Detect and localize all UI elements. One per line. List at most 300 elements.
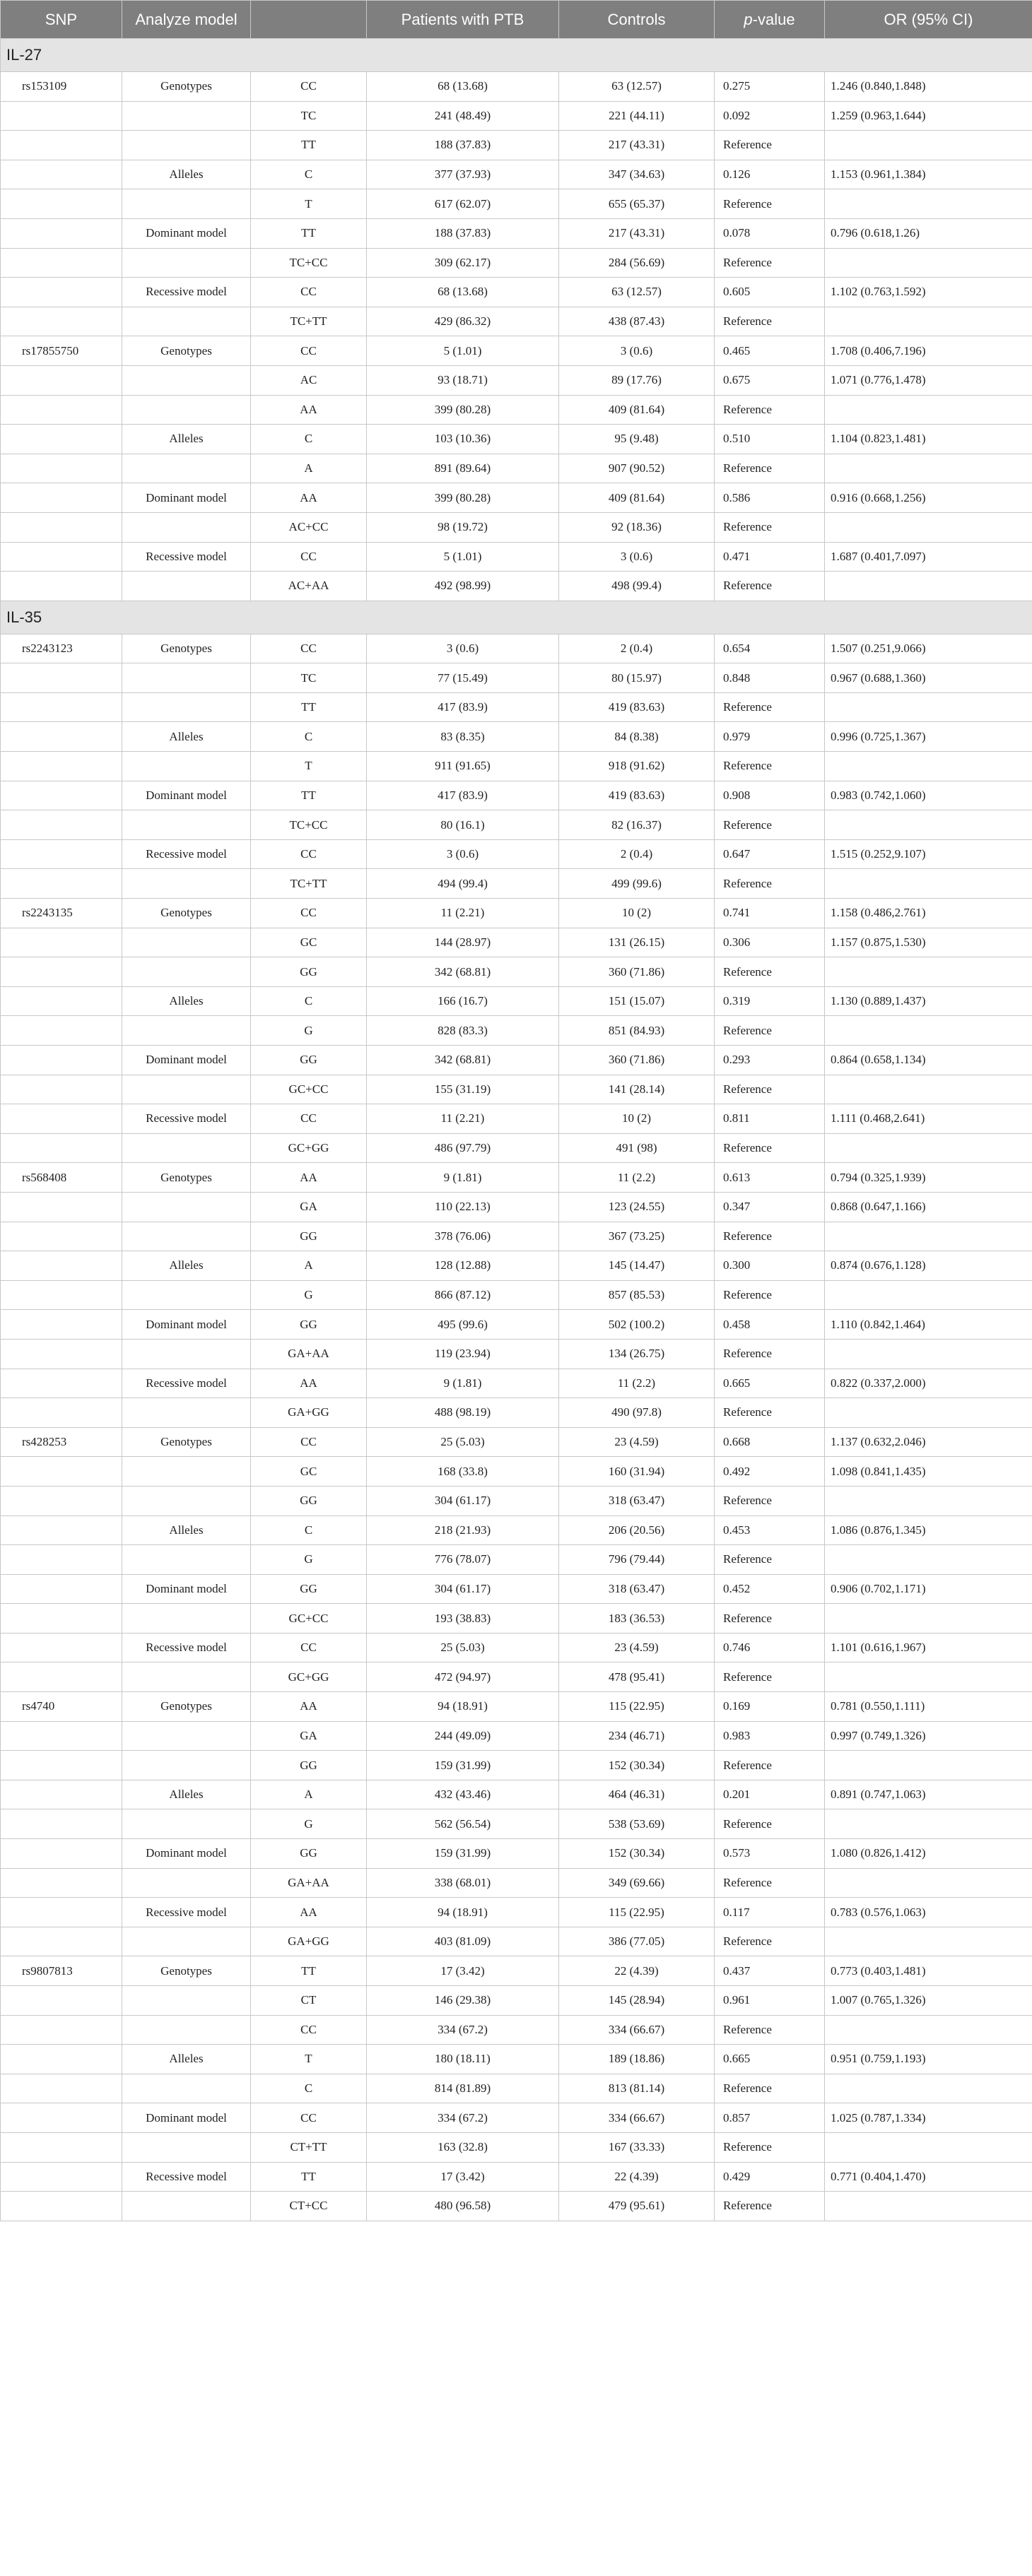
controls-cell: 92 (18.36)	[559, 512, 715, 542]
p-value-cell: 0.613	[715, 1163, 825, 1193]
model-cell: Recessive model	[122, 2162, 251, 2192]
or-cell	[825, 1280, 1032, 1310]
model-cell	[122, 957, 251, 987]
patients-cell: 17 (3.42)	[367, 1956, 559, 1986]
genotype-cell: GC+CC	[251, 1075, 367, 1104]
controls-cell: 95 (9.48)	[559, 425, 715, 454]
patients-cell: 119 (23.94)	[367, 1339, 559, 1369]
snp-cell	[1, 2103, 122, 2133]
model-cell	[122, 1339, 251, 1369]
or-cell: 0.783 (0.576,1.063)	[825, 1898, 1032, 1927]
p-value-cell: 0.300	[715, 1251, 825, 1281]
genotype-cell: GA+AA	[251, 1339, 367, 1369]
genotype-cell: C	[251, 2074, 367, 2103]
table-row	[1, 2074, 1032, 2103]
table-row	[1, 365, 1032, 395]
controls-cell: 145 (28.94)	[559, 1986, 715, 2016]
p-value-cell: Reference	[715, 1398, 825, 1428]
model-cell	[122, 869, 251, 899]
table-row	[1, 957, 1032, 987]
table-row	[1, 1633, 1032, 1662]
table-row	[1, 1516, 1032, 1545]
or-cell	[825, 1222, 1032, 1251]
patients-cell: 166 (16.7)	[367, 986, 559, 1016]
genotype-cell: TC+CC	[251, 248, 367, 278]
or-cell: 0.996 (0.725,1.367)	[825, 722, 1032, 752]
snp-cell	[1, 512, 122, 542]
patients-cell: 128 (12.88)	[367, 1251, 559, 1281]
or-cell: 0.796 (0.618,1.26)	[825, 218, 1032, 248]
snp-cell	[1, 160, 122, 189]
controls-cell: 498 (99.4)	[559, 572, 715, 601]
table-row	[1, 1369, 1032, 1398]
or-cell: 0.951 (0.759,1.193)	[825, 2045, 1032, 2074]
genotype-cell: CC	[251, 1633, 367, 1662]
controls-cell: 23 (4.59)	[559, 1633, 715, 1662]
patients-cell: 399 (80.28)	[367, 395, 559, 425]
patients-cell: 68 (13.68)	[367, 278, 559, 307]
or-cell	[825, 752, 1032, 781]
snp-cell	[1, 189, 122, 219]
snp-cell	[1, 101, 122, 131]
or-cell: 1.102 (0.763,1.592)	[825, 278, 1032, 307]
controls-cell: 160 (31.94)	[559, 1457, 715, 1487]
model-cell: Genotypes	[122, 1692, 251, 1722]
genotype-cell: CC	[251, 72, 367, 102]
p-value-cell: Reference	[715, 1809, 825, 1839]
table-row	[1, 1809, 1032, 1839]
table-row	[1, 72, 1032, 102]
genotype-cell: TC	[251, 101, 367, 131]
snp-cell	[1, 1986, 122, 2016]
snp-cell	[1, 1339, 122, 1369]
controls-cell: 10 (2)	[559, 1104, 715, 1134]
controls-cell: 11 (2.2)	[559, 1369, 715, 1398]
p-value-cell: Reference	[715, 1280, 825, 1310]
or-cell	[825, 1075, 1032, 1104]
patients-cell: 495 (99.6)	[367, 1310, 559, 1340]
patients-cell: 342 (68.81)	[367, 957, 559, 987]
p-value-cell: Reference	[715, 810, 825, 840]
or-cell: 1.259 (0.963,1.644)	[825, 101, 1032, 131]
model-cell: Alleles	[122, 2045, 251, 2074]
p-value-cell: Reference	[715, 2015, 825, 2045]
model-cell	[122, 572, 251, 601]
snp-cell	[1, 1133, 122, 1163]
snp-cell	[1, 395, 122, 425]
snp-cell	[1, 248, 122, 278]
snp-cell	[1, 1809, 122, 1839]
model-cell	[122, 752, 251, 781]
snp-cell	[1, 425, 122, 454]
table-row	[1, 307, 1032, 336]
model-cell: Genotypes	[122, 336, 251, 366]
controls-cell: 131 (26.15)	[559, 928, 715, 957]
or-cell	[825, 810, 1032, 840]
snp-cell	[1, 810, 122, 840]
genotype-cell: TT	[251, 692, 367, 722]
or-cell	[825, 1809, 1032, 1839]
genotype-cell: TT	[251, 218, 367, 248]
snp-cell: rs2243135	[1, 899, 122, 928]
genotype-cell: GG	[251, 1574, 367, 1604]
p-value-cell: Reference	[715, 1662, 825, 1692]
controls-cell: 464 (46.31)	[559, 1780, 715, 1809]
patients-cell: 180 (18.11)	[367, 2045, 559, 2074]
or-cell	[825, 2192, 1032, 2221]
patients-cell: 617 (62.07)	[367, 189, 559, 219]
p-value-cell: 0.665	[715, 1369, 825, 1398]
controls-cell: 491 (98)	[559, 1133, 715, 1163]
or-cell: 1.110 (0.842,1.464)	[825, 1310, 1032, 1340]
table-row	[1, 1280, 1032, 1310]
or-cell: 1.708 (0.406,7.196)	[825, 336, 1032, 366]
genotype-cell: CC	[251, 2103, 367, 2133]
table-row	[1, 512, 1032, 542]
genotype-cell: GC+CC	[251, 1604, 367, 1633]
snp-cell	[1, 692, 122, 722]
snp-cell: rs2243123	[1, 634, 122, 663]
table-row	[1, 425, 1032, 454]
genotype-cell: T	[251, 752, 367, 781]
model-cell	[122, 1751, 251, 1780]
genotype-cell: GC+GG	[251, 1133, 367, 1163]
patients-cell: 9 (1.81)	[367, 1163, 559, 1193]
controls-cell: 151 (15.07)	[559, 986, 715, 1016]
header-p-rest: -value	[752, 10, 795, 28]
patients-cell: 309 (62.17)	[367, 248, 559, 278]
model-cell: Alleles	[122, 1780, 251, 1809]
genotype-cell: CC	[251, 542, 367, 572]
genotype-cell: AA	[251, 395, 367, 425]
genotype-cell: G	[251, 1809, 367, 1839]
table-row	[1, 1956, 1032, 1986]
snp-cell	[1, 1868, 122, 1898]
table-row	[1, 928, 1032, 957]
or-cell	[825, 2015, 1032, 2045]
or-cell	[825, 512, 1032, 542]
or-cell: 1.515 (0.252,9.107)	[825, 839, 1032, 869]
snp-cell	[1, 542, 122, 572]
or-cell	[825, 1868, 1032, 1898]
genotype-cell: TC+TT	[251, 869, 367, 899]
controls-cell: 419 (83.63)	[559, 781, 715, 810]
or-cell	[825, 395, 1032, 425]
or-cell	[825, 1133, 1032, 1163]
model-cell: Genotypes	[122, 1956, 251, 1986]
p-value-cell: 0.741	[715, 899, 825, 928]
genotype-cell: AA	[251, 1898, 367, 1927]
controls-cell: 318 (63.47)	[559, 1574, 715, 1604]
table-row	[1, 2192, 1032, 2221]
controls-cell: 89 (17.76)	[559, 365, 715, 395]
genotype-cell: C	[251, 722, 367, 752]
patients-cell: 562 (56.54)	[367, 1809, 559, 1839]
controls-cell: 502 (100.2)	[559, 1310, 715, 1340]
or-cell: 1.098 (0.841,1.435)	[825, 1457, 1032, 1487]
table-row	[1, 1016, 1032, 1046]
table-row	[1, 1839, 1032, 1869]
or-cell	[825, 572, 1032, 601]
model-cell	[122, 663, 251, 693]
patients-cell: 480 (96.58)	[367, 2192, 559, 2221]
table-row	[1, 1427, 1032, 1457]
header-controls: Controls	[559, 1, 715, 39]
patients-cell: 144 (28.97)	[367, 928, 559, 957]
genotype-cell: CC	[251, 278, 367, 307]
genotype-cell: GC	[251, 928, 367, 957]
p-value-cell: Reference	[715, 1016, 825, 1046]
table-row	[1, 839, 1032, 869]
model-cell	[122, 1133, 251, 1163]
table-row	[1, 1927, 1032, 1956]
snp-cell	[1, 928, 122, 957]
controls-cell: 10 (2)	[559, 899, 715, 928]
controls-cell: 478 (95.41)	[559, 1662, 715, 1692]
p-value-cell: Reference	[715, 248, 825, 278]
p-value-cell: 0.586	[715, 483, 825, 513]
or-cell	[825, 307, 1032, 336]
p-value-cell: Reference	[715, 307, 825, 336]
p-value-cell: Reference	[715, 1339, 825, 1369]
controls-cell: 490 (97.8)	[559, 1398, 715, 1428]
snp-cell	[1, 1780, 122, 1809]
or-cell	[825, 1751, 1032, 1780]
header-p-value	[715, 1, 825, 39]
p-value-cell: 0.201	[715, 1780, 825, 1809]
model-cell	[122, 1016, 251, 1046]
or-cell	[825, 869, 1032, 899]
table-row	[1, 1075, 1032, 1104]
genotype-cell: A	[251, 1780, 367, 1809]
model-cell	[122, 395, 251, 425]
model-cell	[122, 1398, 251, 1428]
controls-cell: 63 (12.57)	[559, 278, 715, 307]
p-value-cell: 0.078	[715, 218, 825, 248]
patients-cell: 417 (83.9)	[367, 781, 559, 810]
snp-cell	[1, 839, 122, 869]
table-row	[1, 781, 1032, 810]
patients-cell: 891 (89.64)	[367, 454, 559, 483]
controls-cell: 419 (83.63)	[559, 692, 715, 722]
table-row	[1, 899, 1032, 928]
snp-cell	[1, 2162, 122, 2192]
table-row	[1, 810, 1032, 840]
snp-cell	[1, 2074, 122, 2103]
controls-cell: 206 (20.56)	[559, 1516, 715, 1545]
model-cell	[122, 2132, 251, 2162]
model-cell	[122, 512, 251, 542]
snp-cell: rs153109	[1, 72, 122, 102]
controls-cell: 796 (79.44)	[559, 1545, 715, 1575]
table-row	[1, 1222, 1032, 1251]
snp-cell	[1, 572, 122, 601]
table-row	[1, 1868, 1032, 1898]
or-cell: 1.111 (0.468,2.641)	[825, 1104, 1032, 1134]
or-cell: 1.130 (0.889,1.437)	[825, 986, 1032, 1016]
p-value-cell: Reference	[715, 395, 825, 425]
controls-cell: 284 (56.69)	[559, 248, 715, 278]
patients-cell: 146 (29.38)	[367, 1986, 559, 2016]
p-value-cell: 0.668	[715, 1427, 825, 1457]
genotype-cell: TC+TT	[251, 307, 367, 336]
or-cell: 1.246 (0.840,1.848)	[825, 72, 1032, 102]
snp-cell	[1, 2045, 122, 2074]
genotype-cell: AA	[251, 483, 367, 513]
controls-cell: 318 (63.47)	[559, 1486, 715, 1516]
p-value-cell: 0.319	[715, 986, 825, 1016]
p-value-cell: 0.979	[715, 722, 825, 752]
patients-cell: 304 (61.17)	[367, 1486, 559, 1516]
p-value-cell: 0.347	[715, 1192, 825, 1222]
table-row	[1, 160, 1032, 189]
p-value-cell: Reference	[715, 131, 825, 160]
model-cell	[122, 2074, 251, 2103]
model-cell: Alleles	[122, 986, 251, 1016]
table-row	[1, 634, 1032, 663]
p-value-cell: Reference	[715, 2074, 825, 2103]
patients-cell: 188 (37.83)	[367, 131, 559, 160]
snp-cell	[1, 483, 122, 513]
patients-cell: 193 (38.83)	[367, 1604, 559, 1633]
table-row	[1, 395, 1032, 425]
patients-cell: 776 (78.07)	[367, 1545, 559, 1575]
table-row	[1, 1545, 1032, 1575]
table-row	[1, 2015, 1032, 2045]
controls-cell: 63 (12.57)	[559, 72, 715, 102]
patients-cell: 911 (91.65)	[367, 752, 559, 781]
table-row	[1, 663, 1032, 693]
controls-cell: 409 (81.64)	[559, 395, 715, 425]
model-cell	[122, 1457, 251, 1487]
p-value-cell: 0.908	[715, 781, 825, 810]
patients-cell: 417 (83.9)	[367, 692, 559, 722]
p-value-cell: Reference	[715, 189, 825, 219]
p-value-cell: 0.983	[715, 1721, 825, 1751]
controls-cell: 347 (34.63)	[559, 160, 715, 189]
snp-cell	[1, 663, 122, 693]
snp-cell: rs428253	[1, 1427, 122, 1457]
genotype-cell: TC	[251, 663, 367, 693]
table-row	[1, 722, 1032, 752]
model-cell: Recessive model	[122, 1633, 251, 1662]
controls-cell: 123 (24.55)	[559, 1192, 715, 1222]
model-cell	[122, 810, 251, 840]
snp-cell	[1, 1516, 122, 1545]
snp-cell	[1, 1898, 122, 1927]
snp-cell	[1, 1280, 122, 1310]
p-value-cell: Reference	[715, 1222, 825, 1251]
snp-cell	[1, 1369, 122, 1398]
p-value-cell: Reference	[715, 1604, 825, 1633]
model-cell: Alleles	[122, 1251, 251, 1281]
controls-cell: 918 (91.62)	[559, 752, 715, 781]
genotype-cell: AA	[251, 1369, 367, 1398]
table-row	[1, 2045, 1032, 2074]
model-cell	[122, 365, 251, 395]
controls-cell: 189 (18.86)	[559, 2045, 715, 2074]
controls-cell: 907 (90.52)	[559, 454, 715, 483]
patients-cell: 334 (67.2)	[367, 2015, 559, 2045]
section-title: IL-27	[1, 39, 1032, 72]
table-row	[1, 336, 1032, 366]
controls-cell: 234 (46.71)	[559, 1721, 715, 1751]
genotype-cell: GG	[251, 1751, 367, 1780]
table-row	[1, 218, 1032, 248]
table-row	[1, 869, 1032, 899]
genotype-cell: CC	[251, 1427, 367, 1457]
or-cell	[825, 2132, 1032, 2162]
controls-cell: 145 (14.47)	[559, 1251, 715, 1281]
p-value-cell: 0.458	[715, 1310, 825, 1340]
patients-cell: 377 (37.93)	[367, 160, 559, 189]
or-cell: 0.773 (0.403,1.481)	[825, 1956, 1032, 1986]
genotype-cell: GG	[251, 1486, 367, 1516]
controls-cell: 152 (30.34)	[559, 1751, 715, 1780]
patients-cell: 94 (18.91)	[367, 1898, 559, 1927]
p-value-cell: 0.857	[715, 2103, 825, 2133]
table-row	[1, 1751, 1032, 1780]
genotype-cell: TT	[251, 1956, 367, 1986]
table-row	[1, 2162, 1032, 2192]
table-row	[1, 1692, 1032, 1722]
genotype-cell: AA	[251, 1163, 367, 1193]
or-cell: 0.997 (0.749,1.326)	[825, 1721, 1032, 1751]
snp-cell: rs9807813	[1, 1956, 122, 1986]
genotype-cell: GC+GG	[251, 1662, 367, 1692]
patients-cell: 403 (81.09)	[367, 1927, 559, 1956]
controls-cell: 115 (22.95)	[559, 1898, 715, 1927]
model-cell: Dominant model	[122, 1574, 251, 1604]
or-cell: 1.007 (0.765,1.326)	[825, 1986, 1032, 2016]
genotype-cell: C	[251, 160, 367, 189]
snp-cell	[1, 1633, 122, 1662]
controls-cell: 538 (53.69)	[559, 1809, 715, 1839]
table-row	[1, 101, 1032, 131]
table-row	[1, 542, 1032, 572]
patients-cell: 155 (31.19)	[367, 1075, 559, 1104]
snp-cell	[1, 454, 122, 483]
snp-cell	[1, 722, 122, 752]
controls-cell: 2 (0.4)	[559, 839, 715, 869]
snp-cell	[1, 1457, 122, 1487]
patients-cell: 342 (68.81)	[367, 1046, 559, 1075]
controls-cell: 386 (77.05)	[559, 1927, 715, 1956]
model-cell	[122, 248, 251, 278]
snp-cell	[1, 131, 122, 160]
model-cell: Recessive model	[122, 1104, 251, 1134]
table-row	[1, 1457, 1032, 1487]
genotype-cell: TT	[251, 781, 367, 810]
patients-cell: 163 (32.8)	[367, 2132, 559, 2162]
model-cell: Alleles	[122, 425, 251, 454]
patients-cell: 83 (8.35)	[367, 722, 559, 752]
table-row	[1, 752, 1032, 781]
table-row	[1, 2132, 1032, 2162]
controls-cell: 3 (0.6)	[559, 542, 715, 572]
or-cell	[825, 1662, 1032, 1692]
table-row	[1, 1192, 1032, 1222]
model-cell	[122, 1075, 251, 1104]
snp-cell	[1, 1486, 122, 1516]
genotype-cell: GA+GG	[251, 1398, 367, 1428]
genotype-cell: GA	[251, 1192, 367, 1222]
patients-cell: 472 (94.97)	[367, 1662, 559, 1692]
or-cell: 1.507 (0.251,9.066)	[825, 634, 1032, 663]
snp-cell	[1, 752, 122, 781]
model-cell: Recessive model	[122, 839, 251, 869]
controls-cell: 84 (8.38)	[559, 722, 715, 752]
